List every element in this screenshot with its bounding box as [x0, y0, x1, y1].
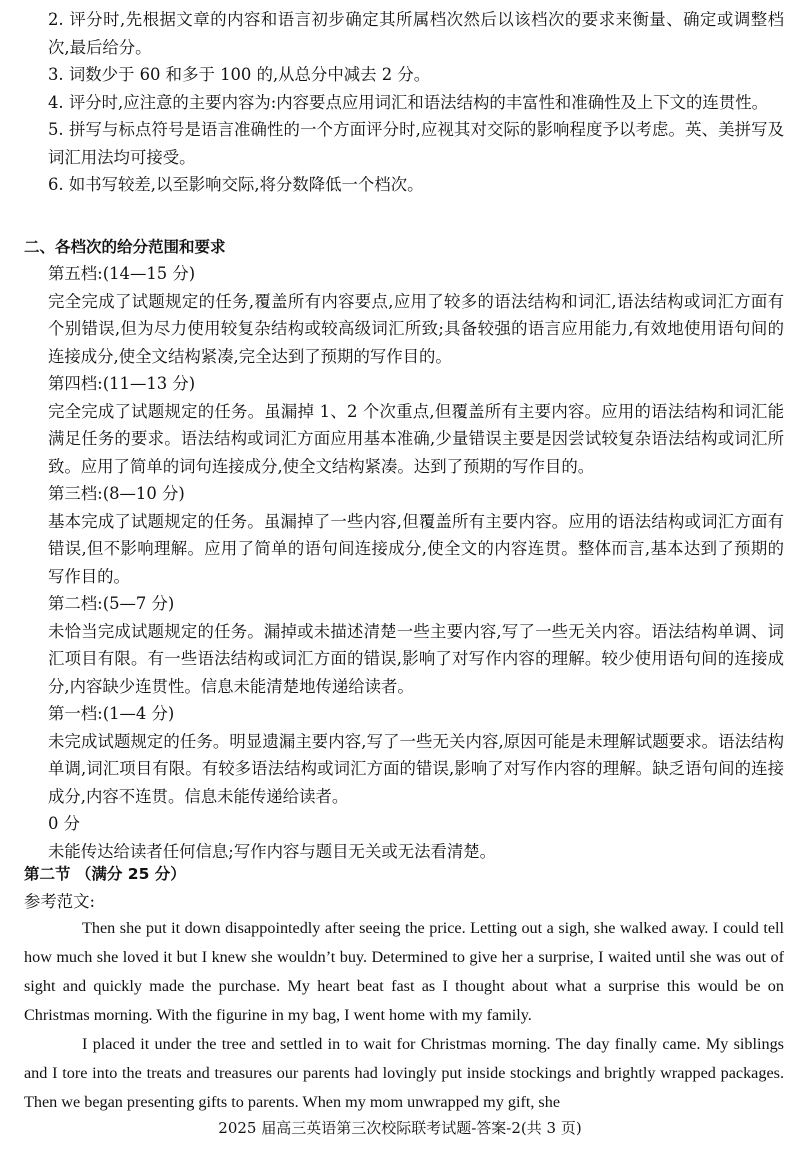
section2-heading: 第二节 （满分 25 分） [24, 865, 186, 883]
sample-essay [24, 914, 784, 1117]
rule-5: 5. 拼写与标点符号是语言准确性的一个方面评分时,应视其对交际的影响程度予以考虑。英、美拼写及词汇用法均可接受。 [48, 120, 784, 167]
rule-3: 3. 词数少于 60 和多于 100 的,从总分中减去 2 分。 [48, 65, 431, 84]
sample-paragraph-1: Then she put it down disappointedly after seeing the price. Letting out a sigh, she walked away. I could tell how much she loved it but I knew she wouldn’t buy. Determined to give her a surprise, I waited until she was out of sight and quickly made the purchase. My heart beat fast as I thought about what a surprise this would be on Christmas morning. With the figurine in my bag, I went home with my family. [24, 919, 784, 1024]
level-2-title: 第二档:(5—7 分) [48, 594, 175, 613]
section-heading: 二、各档次的给分范围和要求 [24, 238, 226, 256]
level-4-text: 完全完成了试题规定的任务。虽漏掉 1、2 个次重点,但覆盖所有主要内容。应用的语法结构和词汇能满足任务的要求。语法结构或词汇方面应用基本准确,少量错误主要是因尝试较复杂语法结构或词汇所致。应用了简单的词句连接成分,使全文结构紧凑。达到了预期的写作目的。 [48, 401, 784, 476]
level-5-title: 第五档:(14—15 分) [48, 264, 196, 283]
level-1-title: 第一档:(1—4 分) [48, 704, 175, 723]
level-0-title: 0 分 [48, 814, 81, 833]
level-5-text: 完全完成了试题规定的任务,覆盖所有内容要点,应用了较多的语法结构和词汇,语法结构或词汇方面有个别错误,但为尽力使用较复杂结构或较高级词汇所致;具备较强的语言应用能力,有效地使用语句间的连接成分,使全文结构紧凑,完全达到了预期的写作目的。 [48, 291, 784, 366]
page-footer: 2025 届高三英语第三次校际联考试题-答案-2(共 3 页) [218, 1119, 582, 1137]
level-1-text: 未完成试题规定的任务。明显遗漏主要内容,写了一些无关内容,原因可能是未理解试题要求。语法结构单调,词汇项目有限。有较多语法结构或词汇方面的错误,影响了对写作内容的理解。缺乏语句间的连接成分,内容不连贯。信息未能传递给读者。 [48, 731, 784, 806]
sample-label: 参考范文: [24, 892, 96, 911]
rule-4: 4. 评分时,应注意的主要内容为:内容要点应用词汇和语法结构的丰富性和准确性及上下文的连贯性。 [48, 92, 768, 112]
level-4-title: 第四档:(11—13 分) [48, 374, 196, 393]
rule-6: 6. 如书写较差,以至影响交际,将分数降低一个档次。 [48, 175, 424, 194]
level-3-title: 第三档:(8—10 分) [48, 484, 185, 503]
rule-2: 2. 评分时,先根据文章的内容和语言初步确定其所属档次然后以该档次的要求来衡量、确定或调整档次,最后给分。 [48, 10, 784, 57]
levels-list [48, 260, 784, 865]
level-3-text: 基本完成了试题规定的任务。虽漏掉了一些内容,但覆盖所有主要内容。应用的语法结构或词汇方面有错误,但不影响理解。应用了简单的语句间连接成分,使全文的内容连贯。整体而言,基本达到了预期的写作目的。 [48, 511, 784, 586]
level-0-text: 未能传达给读者任何信息;写作内容与题目无关或无法看清楚。 [48, 841, 497, 861]
level-2-text: 未恰当完成试题规定的任务。漏掉或未描述清楚一些主要内容,写了一些无关内容。语法结构单调、词汇项目有限。有一些语法结构或词汇方面的错误,影响了对写作内容的理解。较少使用语句间的连接成分,内容缺少连贯性。信息未能清楚地传递给读者。 [48, 621, 784, 696]
sample-paragraph-2: I placed it under the tree and settled in to wait for Christmas morning. The day finally came. My siblings and I tore into the treats and treasures our parents had lovingly put inside stockings and brightly wrapped packages. Then we began presenting gifts to parents. When my mom unwrapped my gift, she [24, 1035, 784, 1111]
scoring-rules [26, 6, 784, 199]
